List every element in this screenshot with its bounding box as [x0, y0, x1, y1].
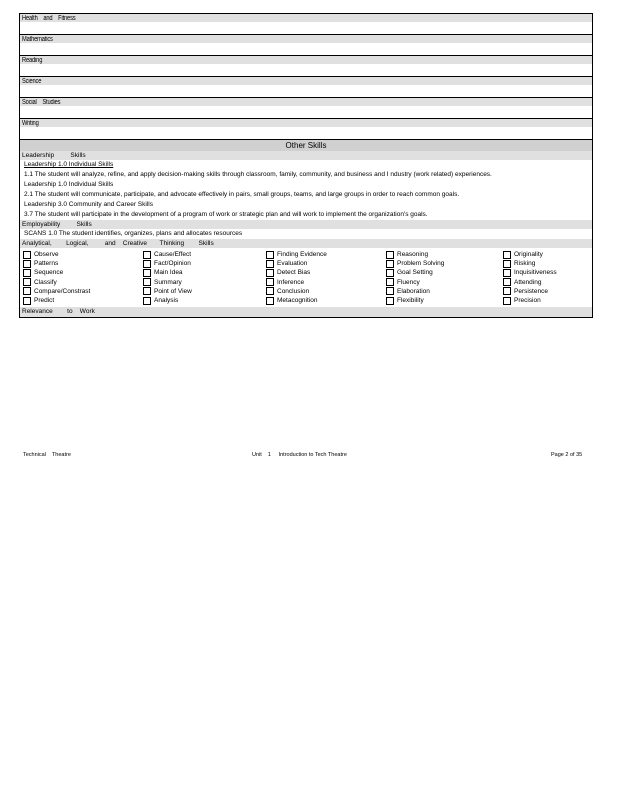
checkbox-icon[interactable] [386, 251, 394, 259]
checkbox-icon[interactable] [266, 278, 274, 286]
checkbox-icon[interactable] [503, 260, 511, 268]
skill-label: Point of View [154, 287, 192, 295]
checkbox-icon[interactable] [503, 251, 511, 259]
subject-row-writing [20, 118, 592, 139]
skill-label: Evaluation [277, 260, 308, 268]
checkbox-icon[interactable] [266, 269, 274, 277]
skill-label: Inference [277, 278, 305, 286]
skill-label: Inquisitiveness [514, 269, 557, 277]
subject-row-health [20, 13, 592, 34]
skill-checkbox[interactable] [266, 259, 386, 268]
checkbox-icon[interactable] [23, 260, 31, 268]
skill-checkbox[interactable] [266, 268, 386, 277]
checkbox-icon[interactable] [266, 260, 274, 268]
skill-checkbox[interactable] [386, 268, 503, 277]
skill-label: Predict [34, 296, 55, 304]
checkbox-icon[interactable] [23, 251, 31, 259]
leadership-header: Leadership Skills [20, 151, 592, 160]
leadership-line: 3.7 The student will participate in the development of a program of work or strategic plan and will work to implement the organization's goals. [24, 211, 428, 218]
footer-course: Technical Theatre [23, 452, 71, 458]
leadership-line: 1.1 The student will analyze, refine, and apply decision-making skills through classroom, family, community, and business and I ndustry (work related) experiences. [24, 171, 492, 178]
skill-label: Problem Solving [397, 260, 445, 268]
subject-label: Reading [22, 57, 43, 64]
subject-row-math [20, 34, 592, 55]
skill-checkbox[interactable] [143, 287, 266, 296]
skill-checkbox[interactable] [503, 259, 593, 268]
other-skills-title: Other Skills [20, 139, 592, 151]
skill-label: Originality [514, 251, 543, 258]
subject-label: Writing [22, 120, 39, 127]
checkbox-icon[interactable] [143, 260, 151, 268]
thinking-skills-checklist [20, 248, 592, 307]
footer-page-number: Page 2 of 35 [551, 452, 583, 458]
checkbox-icon[interactable] [143, 251, 151, 259]
skill-label: Classify [34, 278, 57, 286]
skill-checkbox[interactable] [386, 278, 503, 287]
skill-checkbox[interactable] [143, 259, 266, 268]
checkbox-icon[interactable] [266, 251, 274, 259]
skill-label: Finding Evidence [277, 251, 327, 258]
subject-label: Mathematics [22, 36, 53, 43]
skill-label: Goal Setting [397, 269, 433, 277]
skill-checkbox[interactable] [23, 250, 143, 259]
skill-label: Metacognition [277, 296, 318, 304]
checkbox-icon[interactable] [386, 269, 394, 277]
checkbox-icon[interactable] [386, 287, 394, 295]
checkbox-icon[interactable] [143, 297, 151, 305]
skill-checkbox[interactable] [23, 259, 143, 268]
skill-checkbox[interactable] [266, 287, 386, 296]
skill-checkbox[interactable] [503, 268, 593, 277]
subject-label: Health and Fitness [22, 15, 76, 22]
skill-label: Summary [154, 278, 182, 286]
skill-label: Analysis [154, 296, 179, 304]
checkbox-icon[interactable] [23, 287, 31, 295]
checkbox-icon[interactable] [386, 297, 394, 305]
skill-label: Flexibility [397, 296, 424, 304]
skill-label: Precision [514, 296, 541, 304]
leadership-line: Leadership 1.0 Individual Skills [24, 181, 114, 188]
skill-label: Sequence [34, 269, 64, 277]
skill-label: Attending [514, 278, 542, 286]
employability-header: Employability Skills [20, 220, 592, 229]
relevance-header: Relevance to Work [20, 307, 592, 317]
subject-label: Social Studies [22, 99, 61, 106]
checkbox-icon[interactable] [386, 260, 394, 268]
checkbox-icon[interactable] [23, 297, 31, 305]
skill-checkbox[interactable] [386, 250, 503, 259]
checkbox-icon[interactable] [23, 278, 31, 286]
checkbox-icon[interactable] [23, 269, 31, 277]
checkbox-icon[interactable] [503, 297, 511, 305]
skill-checkbox[interactable] [503, 296, 593, 305]
checkbox-icon[interactable] [503, 287, 511, 295]
checkbox-icon[interactable] [503, 269, 511, 277]
skill-checkbox[interactable] [266, 278, 386, 287]
checkbox-icon[interactable] [266, 287, 274, 295]
skill-label: Cause/Effect [154, 251, 192, 258]
skill-checkbox[interactable] [143, 250, 266, 259]
checkbox-icon[interactable] [386, 278, 394, 286]
subject-row-reading [20, 55, 592, 76]
skill-label: Persistence [514, 287, 548, 295]
subject-label: Science [22, 78, 42, 85]
subject-row-social-studies [20, 97, 592, 118]
skill-label: Reasoning [397, 251, 429, 258]
skill-label: Observe [34, 251, 59, 258]
skill-label: Conclusion [277, 287, 310, 295]
skill-checkbox[interactable] [23, 278, 143, 287]
skill-label: Compare/Constrast [34, 287, 91, 295]
skill-checkbox[interactable] [386, 259, 503, 268]
skill-checkbox[interactable] [143, 268, 266, 277]
skill-checkbox[interactable] [266, 250, 386, 259]
analytical-header: Analytical, Logical, and Creative Thinking Skills [20, 239, 592, 248]
skill-checkbox[interactable] [503, 250, 593, 259]
checkbox-icon[interactable] [266, 297, 274, 305]
leadership-line: Leadership 3.0 Community and Career Skills [24, 201, 153, 208]
document-table [19, 13, 593, 318]
skill-checkbox[interactable] [266, 296, 386, 305]
skill-checkbox[interactable] [143, 296, 266, 305]
skill-checkbox[interactable] [23, 287, 143, 296]
checkbox-icon[interactable] [143, 278, 151, 286]
skill-checkbox[interactable] [23, 268, 143, 277]
subject-row-science [20, 76, 592, 97]
skill-checkbox[interactable] [386, 296, 503, 305]
skill-checkbox[interactable] [143, 278, 266, 287]
checkbox-icon[interactable] [143, 287, 151, 295]
skill-label: Risking [514, 260, 536, 268]
skill-checkbox[interactable] [23, 296, 143, 305]
leadership-line: Leadership 1.0 Individual Skills [24, 161, 114, 168]
skill-label: Patterns [34, 260, 59, 268]
leadership-line: 2.1 The student will communicate, participate, and advocate effectively in pairs, small groups, teams, and large groups in order to reach common goals. [24, 191, 460, 198]
skill-label: Fact/Opinion [154, 260, 191, 268]
skill-label: Main Idea [154, 269, 183, 277]
skill-checkbox[interactable] [386, 287, 503, 296]
checkbox-icon[interactable] [143, 269, 151, 277]
skill-label: Detect Bias [277, 269, 311, 277]
skill-label: Elaboration [397, 287, 430, 295]
skill-label: Fluency [397, 278, 420, 286]
skill-checkbox[interactable] [503, 278, 593, 287]
employability-line: SCANS 1.0 The student identifies, organizes, plans and allocates resources [24, 230, 243, 237]
skill-checkbox[interactable] [503, 287, 593, 296]
footer-unit: Unit 1 Introduction to Tech Theatre [252, 452, 347, 458]
checkbox-icon[interactable] [503, 278, 511, 286]
